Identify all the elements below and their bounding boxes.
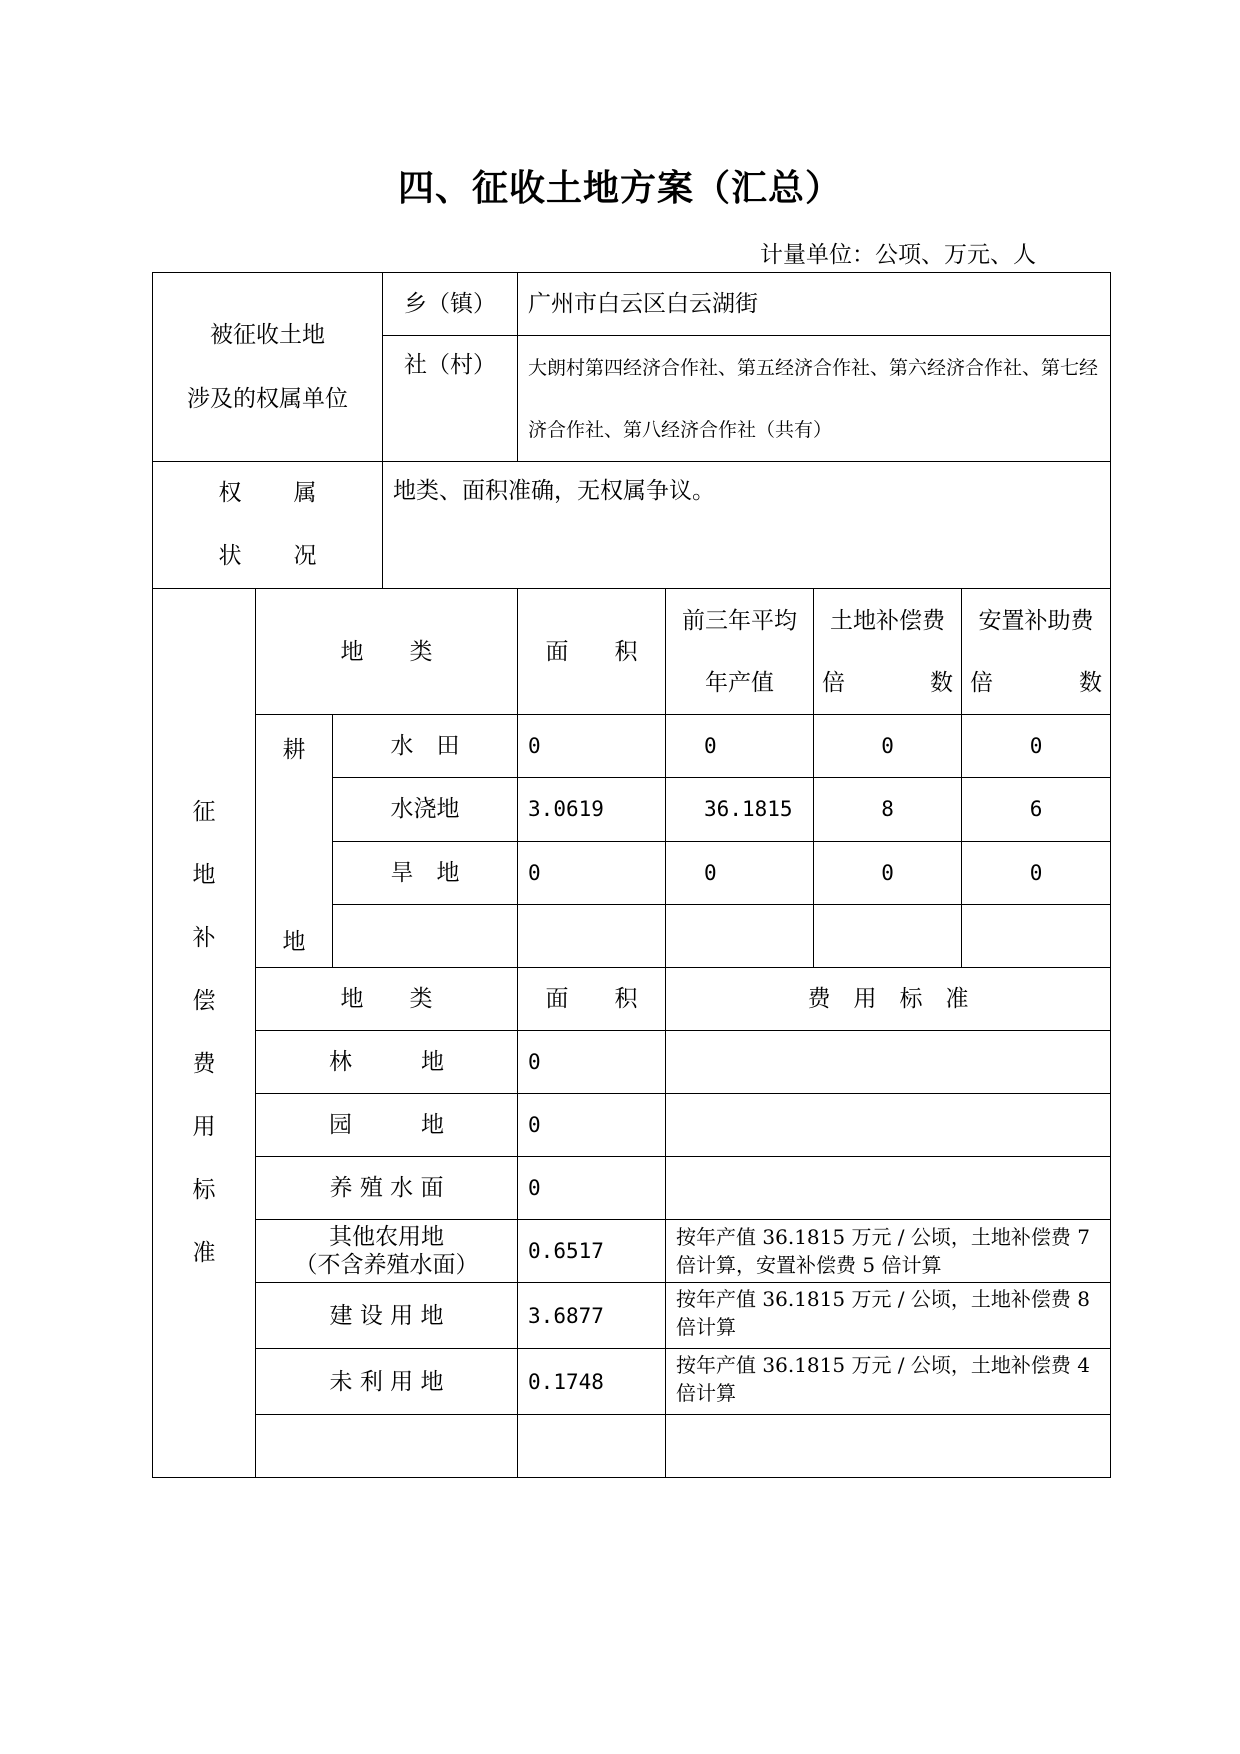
status-row xyxy=(153,462,1111,589)
township-row xyxy=(153,273,1111,336)
farm-header-comp-line2a: 倍 xyxy=(822,669,846,696)
ownership-label-line2: 涉及的权属单位 xyxy=(187,386,349,412)
land-type-cell: 水浇地 xyxy=(333,778,518,841)
status-label-a: 权 xyxy=(218,480,242,506)
section-label-char: 标 xyxy=(192,1177,216,1203)
section-label-char: 准 xyxy=(192,1240,216,1266)
land-type-cell xyxy=(256,1220,518,1283)
cultivated-label-top: 耕 xyxy=(282,737,306,763)
farm-header-avg-output-line2: 年产值 xyxy=(705,669,775,696)
resettle-multiple-cell: 0 xyxy=(962,841,1111,904)
farm-header-avg-output xyxy=(666,589,814,715)
village-label: 社（村） xyxy=(383,336,518,462)
standard-cell: 按年产值 36.1815 万元 / 公顷，土地补偿费 7 倍计算，安置补偿费 5 倍计算 xyxy=(666,1220,1111,1283)
area-cell: 0 xyxy=(518,1031,666,1094)
land-requisition-table xyxy=(152,272,1111,1478)
table-row xyxy=(153,1283,1111,1349)
empty-cell xyxy=(814,904,962,967)
output-cell: 36.1815 xyxy=(666,778,814,841)
table-row xyxy=(153,1349,1111,1415)
output-cell: 0 xyxy=(666,841,814,904)
area-cell: 0.6517 xyxy=(518,1220,666,1283)
standard-cell xyxy=(666,1031,1111,1094)
land-type-cell: 旱 地 xyxy=(333,841,518,904)
section-label-char: 偿 xyxy=(192,988,216,1014)
other-header-row xyxy=(153,968,1111,1031)
farm-header-land-type: 地 类 xyxy=(256,589,518,715)
standard-cell xyxy=(666,1157,1111,1220)
empty-cell xyxy=(666,904,814,967)
area-cell: 0 xyxy=(518,841,666,904)
status-label-c: 状 xyxy=(218,543,242,569)
farm-header-comp xyxy=(814,589,962,715)
ownership-label-line1: 被征收土地 xyxy=(210,322,326,348)
resettle-multiple-cell: 6 xyxy=(962,778,1111,841)
section-label-char: 用 xyxy=(192,1114,216,1140)
standard-cell: 按年产值 36.1815 万元 / 公顷，土地补偿费 8 倍计算 xyxy=(666,1283,1111,1349)
empty-cell xyxy=(333,904,518,967)
land-type-cell: 园 地 xyxy=(256,1094,518,1157)
land-type-line1: 其他农用地 xyxy=(329,1224,445,1250)
farm-header-resettle-line1: 安置补助费 xyxy=(978,607,1094,634)
empty-cell xyxy=(666,1415,1111,1478)
section-label-char: 地 xyxy=(192,862,216,888)
area-cell: 0.1748 xyxy=(518,1349,666,1415)
farm-header-resettle-line2b: 数 xyxy=(1079,669,1103,696)
section-label-char: 征 xyxy=(192,799,216,825)
land-type-cell: 水 田 xyxy=(333,715,518,778)
land-type-cell: 养 殖 水 面 xyxy=(256,1157,518,1220)
farm-header-resettle xyxy=(962,589,1111,715)
comp-multiple-cell: 0 xyxy=(814,841,962,904)
status-label xyxy=(153,462,383,589)
status-label-b: 属 xyxy=(293,480,317,506)
unit-label: 计量单位：公项、万元、人 xyxy=(760,242,1036,268)
empty-cell xyxy=(518,904,666,967)
table-row xyxy=(153,1220,1111,1283)
township-label: 乡（镇） xyxy=(383,273,518,336)
farm-header-row xyxy=(153,589,1111,715)
empty-cell xyxy=(256,1415,518,1478)
comp-multiple-cell: 8 xyxy=(814,778,962,841)
village-value: 大朗村第四经济合作社、第五经济合作社、第六经济合作社、第七经济合作社、第八经济合作社（共有） xyxy=(518,336,1111,462)
ownership-label xyxy=(153,273,383,462)
table-row-empty xyxy=(153,1415,1111,1478)
output-cell: 0 xyxy=(666,715,814,778)
standard-cell: 按年产值 36.1815 万元 / 公顷，土地补偿费 4 倍计算 xyxy=(666,1349,1111,1415)
area-cell: 3.6877 xyxy=(518,1283,666,1349)
other-header-standard: 费 用 标 准 xyxy=(666,968,1111,1031)
cultivated-label-bottom: 地 xyxy=(282,929,306,955)
land-type-cell: 林 地 xyxy=(256,1031,518,1094)
status-label-d: 况 xyxy=(293,543,317,569)
empty-cell xyxy=(518,1415,666,1478)
table-row xyxy=(153,1031,1111,1094)
table-row xyxy=(153,1094,1111,1157)
section-label-char: 补 xyxy=(192,925,216,951)
land-type-cell: 未 利 用 地 xyxy=(256,1349,518,1415)
section-label-char: 费 xyxy=(192,1051,216,1077)
area-cell: 0 xyxy=(518,715,666,778)
township-value: 广州市白云区白云湖街 xyxy=(518,273,1111,336)
comp-multiple-cell: 0 xyxy=(814,715,962,778)
farm-header-comp-line2b: 数 xyxy=(930,669,954,696)
land-type-cell: 建 设 用 地 xyxy=(256,1283,518,1349)
resettle-multiple-cell: 0 xyxy=(962,715,1111,778)
cultivated-label xyxy=(256,715,333,968)
area-cell: 0 xyxy=(518,1157,666,1220)
farm-header-avg-output-line1: 前三年平均 xyxy=(682,607,798,634)
farm-header-comp-line1: 土地补偿费 xyxy=(830,607,946,634)
other-header-area: 面 积 xyxy=(518,968,666,1031)
land-type-line2: （不含养殖水面） xyxy=(294,1252,479,1278)
table-row xyxy=(153,1157,1111,1220)
empty-cell xyxy=(962,904,1111,967)
status-value: 地类、面积准确，无权属争议。 xyxy=(383,462,1111,589)
page-title: 四、征收土地方案（汇总） xyxy=(397,168,842,209)
standard-cell xyxy=(666,1094,1111,1157)
area-cell: 3.0619 xyxy=(518,778,666,841)
section-label xyxy=(153,589,256,1478)
area-cell: 0 xyxy=(518,1094,666,1157)
table-row xyxy=(153,715,1111,778)
farm-header-area: 面 积 xyxy=(518,589,666,715)
other-header-land-type: 地 类 xyxy=(256,968,518,1031)
farm-header-resettle-line2a: 倍 xyxy=(970,669,994,696)
